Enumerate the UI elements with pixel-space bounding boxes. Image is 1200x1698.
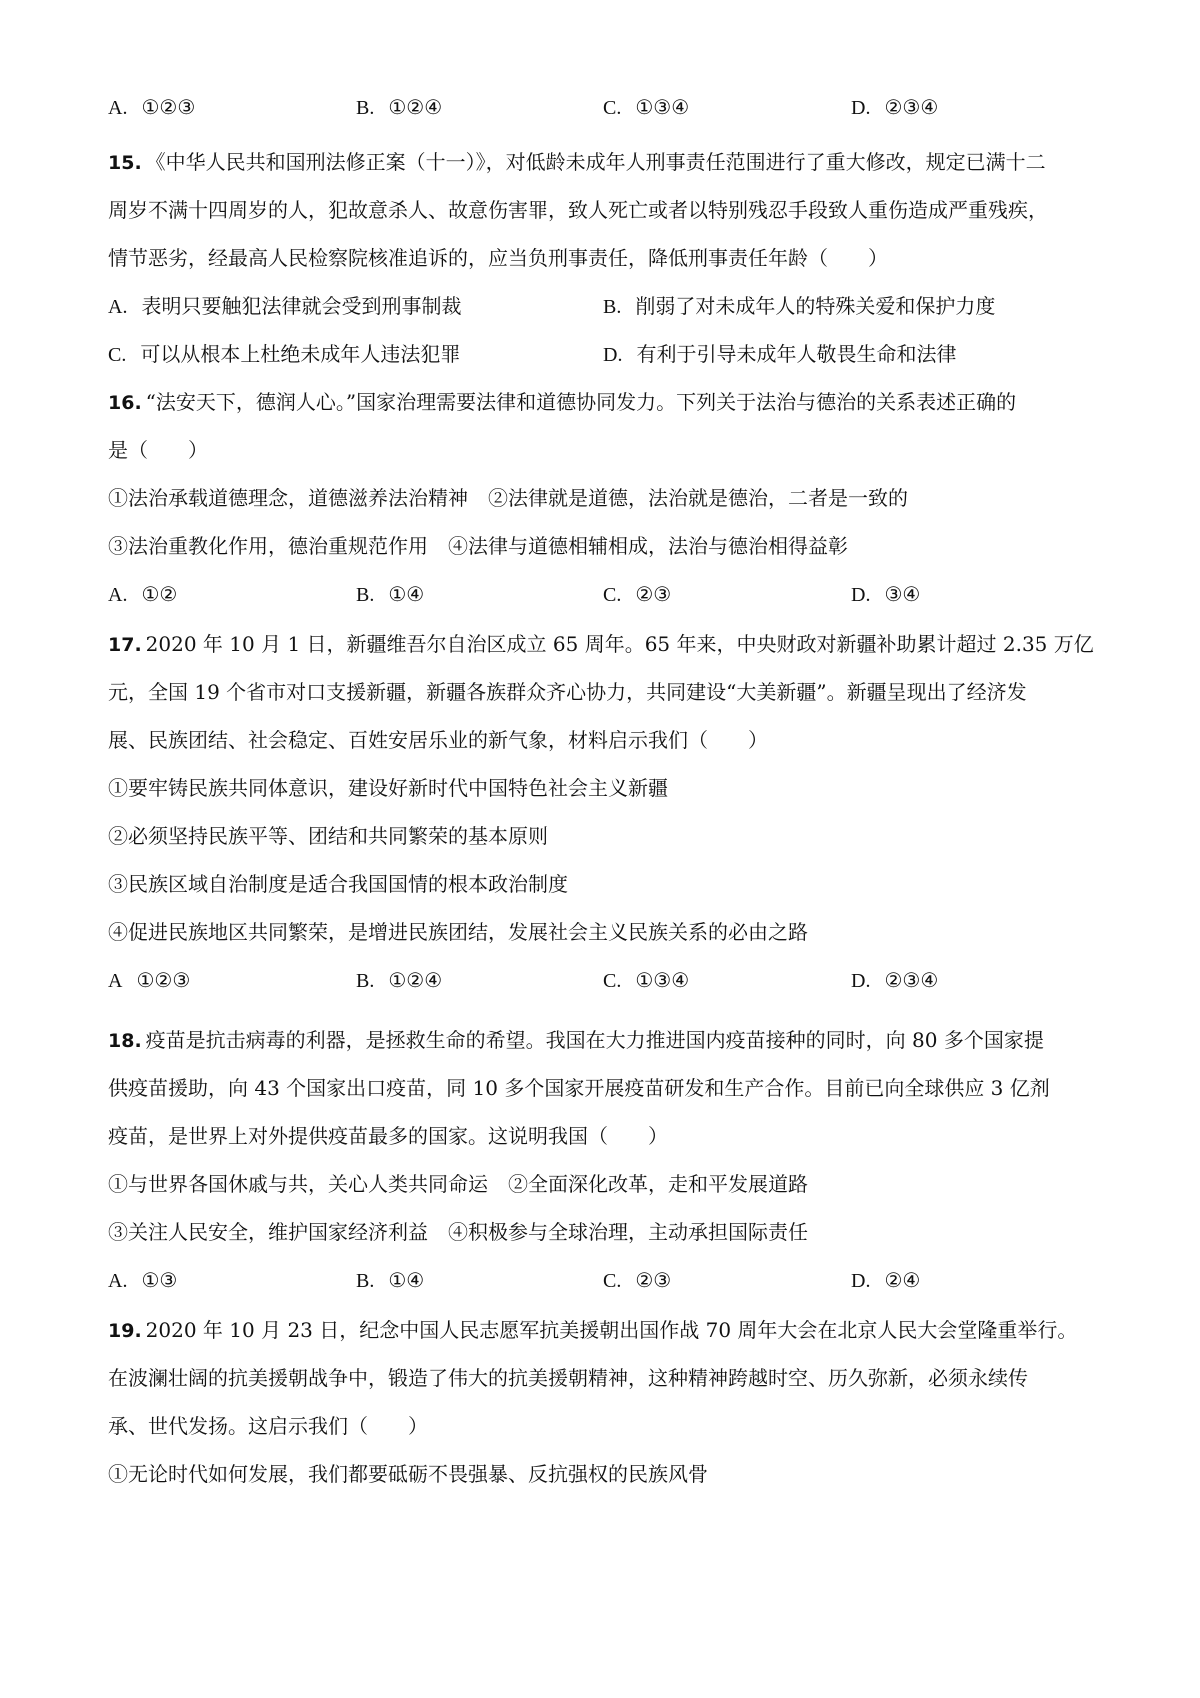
q14-option-a: A. ①②③: [108, 95, 196, 119]
q18-option-c: C. ②③: [603, 1268, 672, 1292]
q17-statement-1: ①要牢铸民族共同体意识，建设好新时代中国特色社会主义新疆: [108, 776, 668, 800]
q17-statement-4: ④促进民族地区共同繁荣，是增进民族团结，发展社会主义民族关系的必由之路: [108, 920, 808, 944]
q15-number: 15.: [108, 152, 142, 174]
q15-line-3: 情节恶劣，经最高人民检察院核准追诉的，应当负刑事责任，降低刑事责任年龄（ ）: [108, 246, 888, 270]
q18-line-2: 供疫苗援助，向 43 个国家出口疫苗，同 10 多个国家开展疫苗研发和生产合作。目前已向全球供应 3 亿剂: [108, 1076, 1050, 1100]
q16-statement-1: ①法治承载道德理念，道德滋养法治精神 ②法律就是道德，法治就是德治，二者是一致的: [108, 486, 908, 510]
q17-option-d: D. ②③④: [851, 968, 939, 992]
q16-statement-2: ③法治重教化作用，德治重规范作用 ④法律与道德相辅相成，法治与德治相得益彰: [108, 534, 848, 558]
q15-option-c: C. 可以从根本上杜绝未成年人违法犯罪: [108, 342, 461, 366]
q14-option-c: C. ①③④: [603, 95, 690, 119]
q16-number: 16.: [108, 392, 142, 414]
q17-statement-3: ③民族区域自治制度是适合我国国情的根本政治制度: [108, 872, 568, 896]
q18-line-3: 疫苗，是世界上对外提供疫苗最多的国家。这说明我国（ ）: [108, 1124, 668, 1148]
q18-statement-1: ①与世界各国休戚与共，关心人类共同命运 ②全面深化改革，走和平发展道路: [108, 1172, 808, 1196]
q19-line-2: 在波澜壮阔的抗美援朝战争中，锻造了伟大的抗美援朝精神，这种精神跨越时空、历久弥新，必须永续传: [108, 1366, 1028, 1390]
q15-option-b: B. 削弱了对未成年人的特殊关爱和保护力度: [603, 294, 996, 318]
q16-option-c: C. ②③: [603, 582, 672, 606]
q18-option-b: B. ①④: [356, 1268, 425, 1292]
q17-line-2: 元，全国 19 个省市对口支援新疆，新疆各族群众齐心协力，共同建设“大美新疆”。新疆呈现出了经济发: [108, 680, 1027, 704]
q18-option-a: A. ①③: [108, 1268, 178, 1292]
q19-statement-1: ①无论时代如何发展，我们都要砥砺不畏强暴、反抗强权的民族风骨: [108, 1462, 708, 1486]
q19-number: 19.: [108, 1320, 142, 1342]
q17-number: 17.: [108, 634, 142, 656]
q16-line-2: 是（ ）: [108, 438, 208, 462]
q15-option-a: A. 表明只要触犯法律就会受到刑事制裁: [108, 294, 462, 318]
q18-statement-2: ③关注人民安全，维护国家经济利益 ④积极参与全球治理，主动承担国际责任: [108, 1220, 808, 1244]
q19-line-1: 19. 2020 年 10 月 23 日，纪念中国人民志愿军抗美援朝出国作战 70 周年大会在北京人民大会堂隆重举行。: [108, 1318, 1078, 1342]
q17-statement-2: ②必须坚持民族平等、团结和共同繁荣的基本原则: [108, 824, 548, 848]
q17-option-c: C. ①③④: [603, 968, 690, 992]
q14-option-b: B. ①②④: [356, 95, 443, 119]
q18-number: 18.: [108, 1030, 142, 1052]
q19-line-3: 承、世代发扬。这启示我们（ ）: [108, 1414, 428, 1438]
q17-option-a: A ①②③: [108, 968, 191, 992]
q17-line-3: 展、民族团结、社会稳定、百姓安居乐业的新气象，材料启示我们（ ）: [108, 728, 768, 752]
q14-option-d: D. ②③④: [851, 95, 939, 119]
q16-option-a: A. ①②: [108, 582, 178, 606]
q18-line-1: 18. 疫苗是抗击病毒的利器，是拯救生命的希望。我国在大力推进国内疫苗接种的同时，向 80 多个国家提: [108, 1028, 1044, 1052]
q15-line-2: 周岁不满十四周岁的人，犯故意杀人、故意伤害罪，致人死亡或者以特别残忍手段致人重伤造成严重残疾，: [108, 198, 1048, 222]
q16-option-d: D. ③④: [851, 582, 921, 606]
q18-option-d: D. ②④: [851, 1268, 921, 1292]
q15-line-1: 15. 《中华人民共和国刑法修正案（十一）》，对低龄未成年人刑事责任范围进行了重大修改，规定已满十二: [108, 150, 1046, 174]
q17-line-1: 17. 2020 年 10 月 1 日，新疆维吾尔自治区成立 65 周年。65 年来，中央财政对新疆补助累计超过 2.35 万亿: [108, 632, 1094, 656]
q16-option-b: B. ①④: [356, 582, 425, 606]
q16-line-1: 16. “法安天下，德润人心。”国家治理需要法律和道德协同发力。下列关于法治与德治的关系表述正确的: [108, 390, 1017, 414]
q17-option-b: B. ①②④: [356, 968, 443, 992]
q15-option-d: D. 有利于引导未成年人敬畏生命和法律: [603, 342, 957, 366]
